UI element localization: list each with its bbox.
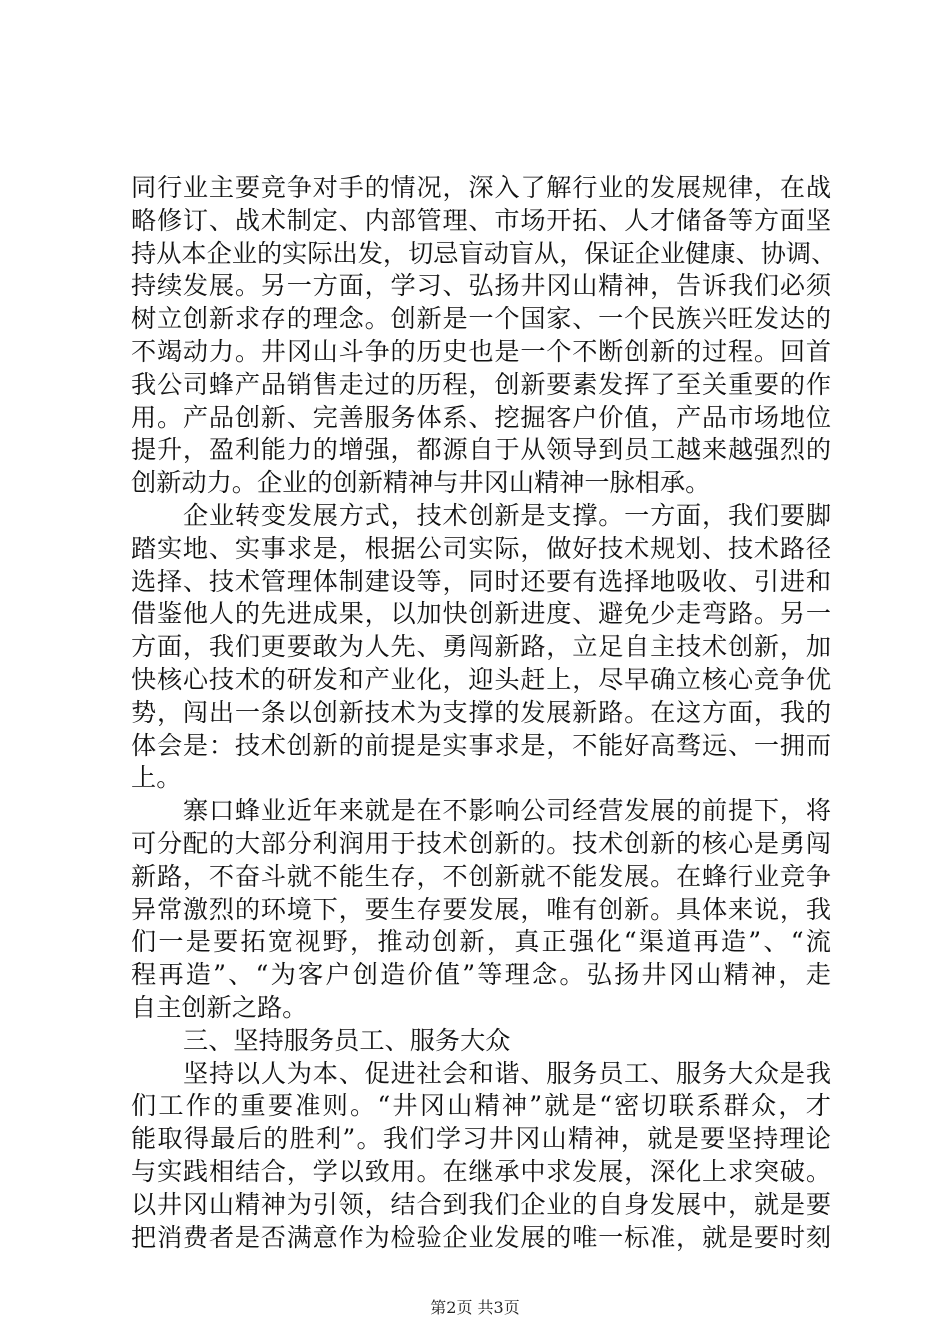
text-line: 企业转变发展方式，技术创新是支撑。一方面，我们要脚 (183, 500, 831, 530)
text-line: 持从本企业的实际出发，切忌盲动盲从，保证企业健康、协调、 (131, 238, 837, 268)
text-line: 新路，不奋斗就不能生存，不创新就不能发展。在蜂行业竞争 (131, 861, 831, 891)
text-line: 三、坚持服务员工、服务大众 (183, 1025, 511, 1055)
text-line: 选择、技术管理体制建设等，同时还要有选择地吸收、引进和 (131, 566, 831, 596)
text-line: 持续发展。另一方面，学习、弘扬井冈山精神，告诉我们必须 (131, 271, 831, 301)
text-line: 树立创新求存的理念。创新是一个国家、一个民族兴旺发达的 (131, 304, 831, 334)
text-line: 寨口蜂业近年来就是在不影响公司经营发展的前提下，将 (183, 796, 831, 826)
text-line: 上。 (131, 763, 182, 793)
text-line: 同行业主要竞争对手的情况，深入了解行业的发展规律，在战 (131, 173, 831, 202)
text-line: 以井冈山精神为引领，结合到我们企业的自身发展中，就是要 (131, 1189, 831, 1219)
text-line: 创新动力。企业的创新精神与井冈山精神一脉相承。 (131, 468, 711, 498)
text-line: 不竭动力。井冈山斗争的历史也是一个不断创新的过程。回首 (131, 336, 831, 366)
text-line: 坚持以人为本、促进社会和谐、服务员工、服务大众是我 (183, 1058, 831, 1088)
text-line: 们一是要拓宽视野，推动创新，真正强化“渠道再造”、“流 (131, 927, 831, 957)
text-line: 我公司蜂产品销售走过的历程，创新要素发挥了至关重要的作 (131, 369, 831, 399)
text-line: 可分配的大部分利润用于技术创新的。技术创新的核心是勇闯 (131, 828, 831, 858)
page-footer (0, 1298, 950, 1318)
text-line: 与实践相结合，学以致用。在继承中求发展，深化上求突破。 (131, 1156, 831, 1186)
text-line: 能取得最后的胜利”。我们学习井冈山精神，就是要坚持理论 (131, 1124, 831, 1154)
text-line: 体会是：技术创新的前提是实事求是，不能好高骛远、一拥而 (131, 730, 831, 760)
text-line: 程再造”、“为客户创造价值”等理念。弘扬井冈山精神，走 (131, 960, 831, 990)
text-line: 方面，我们更要敢为人先、勇闯新路，立足自主技术创新，加 (131, 632, 831, 662)
text-line: 们工作的重要准则。“井冈山精神”就是“密切联系群众，才 (131, 1091, 831, 1121)
text-line: 用。产品创新、完善服务体系、挖掘客户价值，产品市场地位 (131, 402, 831, 432)
text-line: 借鉴他人的先进成果，以加快创新进度、避免少走弯路。另一 (131, 599, 831, 629)
text-line: 快核心技术的研发和产业化，迎头赶上，尽早确立核心竞争优 (131, 664, 831, 694)
text-line: 提升，盈利能力的增强，都源自于从领导到员工越来越强烈的 (131, 435, 831, 465)
text-line: 异常激烈的环境下，要生存要发展，唯有创新。具体来说，我 (131, 894, 831, 924)
text-line: 自主创新之路。 (131, 992, 308, 1022)
text-line: 势，闯出一条以创新技术为支撑的发展新路。在这方面，我的 (131, 697, 831, 727)
text-line: 略修订、战术制定、内部管理、市场开拓、人才储备等方面坚 (131, 205, 831, 235)
text-line: 踏实地、实事求是，根据公司实际，做好技术规划、技术路径 (131, 533, 831, 563)
page-number-label: 第2页 共3页 (430, 1298, 520, 1317)
document-body (131, 172, 837, 1254)
text-line: 把消费者是否满意作为检验企业发展的唯一标准，就是要时刻 (131, 1222, 831, 1252)
